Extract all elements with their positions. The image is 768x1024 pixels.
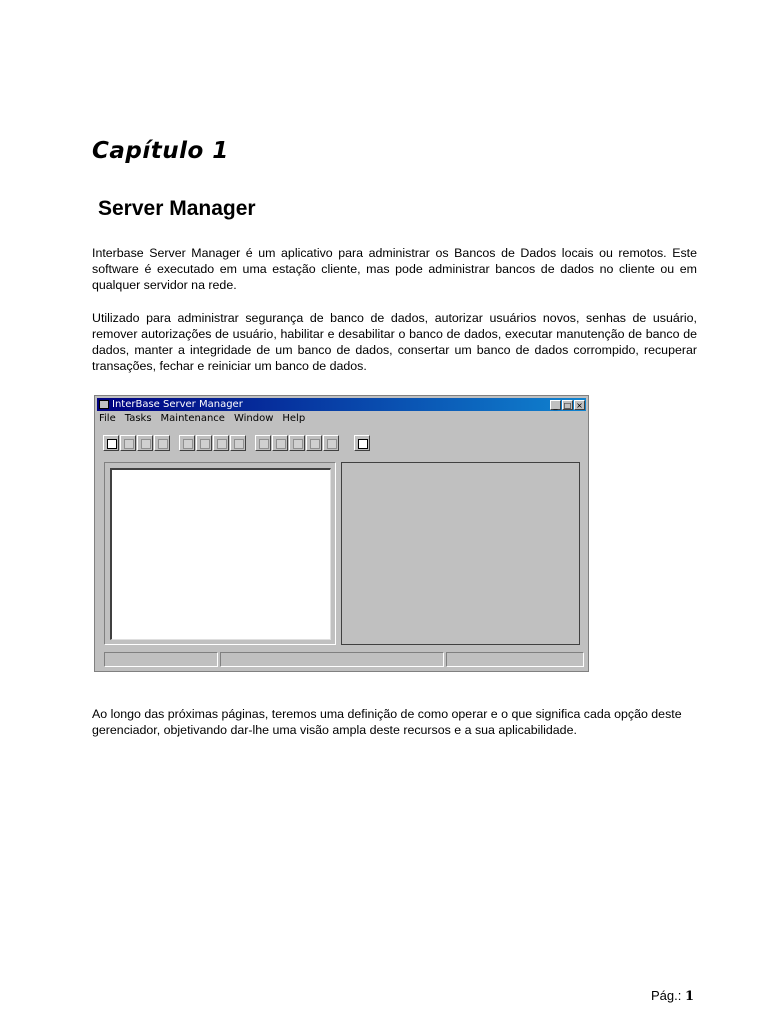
sweep-icon (289, 435, 305, 451)
paragraph-overview: Ao longo das próximas páginas, teremos uma definição de como operar e o que significa cada opção deste gerenciador, objetivando dar-lhe uma visão ampla deste recursos e a sua aplicabilidade. (92, 707, 682, 737)
backup-icon (196, 435, 212, 451)
status-bar (104, 652, 586, 667)
shutdown-icon (323, 435, 339, 451)
validation-icon (272, 435, 288, 451)
section-title: Server Manager (98, 197, 256, 220)
restore-icon (213, 435, 229, 451)
server-tree (110, 468, 331, 640)
status-panel-1 (104, 652, 218, 667)
help-about-icon (354, 435, 370, 451)
toolbar (103, 433, 371, 453)
logout-database-icon (154, 435, 170, 451)
menu-file: File (99, 413, 116, 424)
server-manager-screenshot (94, 395, 589, 672)
status-panel-3 (446, 652, 584, 667)
menu-maintenance: Maintenance (160, 413, 225, 424)
menu-window: Window (233, 413, 274, 424)
transaction-recovery-icon (306, 435, 322, 451)
close-icon: × (574, 400, 585, 410)
chapter-title: Capítulo 1 (92, 138, 229, 164)
menu-bar (99, 413, 305, 425)
statistics-icon (230, 435, 246, 451)
properties-icon (255, 435, 271, 451)
window-title: InterBase Server Manager (112, 398, 243, 410)
menu-help: Help (282, 413, 306, 424)
app-icon (99, 400, 109, 409)
maximize-icon: □ (563, 400, 572, 410)
window-titlebar (97, 398, 586, 411)
page-label: Pág.: (650, 988, 682, 1003)
login-database-icon (137, 435, 153, 451)
page-footer (651, 988, 694, 1004)
minimize-icon: _ (550, 400, 561, 410)
page-number: 1 (684, 989, 694, 1004)
connect-server-icon (103, 435, 119, 451)
server-tree-pane (104, 462, 336, 645)
disconnect-server-icon (120, 435, 136, 451)
security-icon (179, 435, 195, 451)
paragraph-usage: Utilizado para administrar segurança de banco de dados, autorizar usuários novos, senhas de usuário, remover autorizações de usuário, habilitar e desabilitar o banco de dados, executar manutenção de banco de dados, manter a integridade de um banco de dados, consertar um banco de dados corrompido, recuperar transações, fechar e reiniciar um banco de dados. (92, 311, 697, 373)
menu-tasks: Tasks (124, 413, 152, 424)
paragraph-intro: Interbase Server Manager é um aplicativo para administrar os Bancos de Dados locais ou remotos. Este software é executado em uma estação cliente, mas pode administrar bancos de dados no cliente ou em qualquer servidor na rede. (92, 246, 697, 292)
detail-pane (341, 462, 580, 645)
status-panel-2 (220, 652, 444, 667)
